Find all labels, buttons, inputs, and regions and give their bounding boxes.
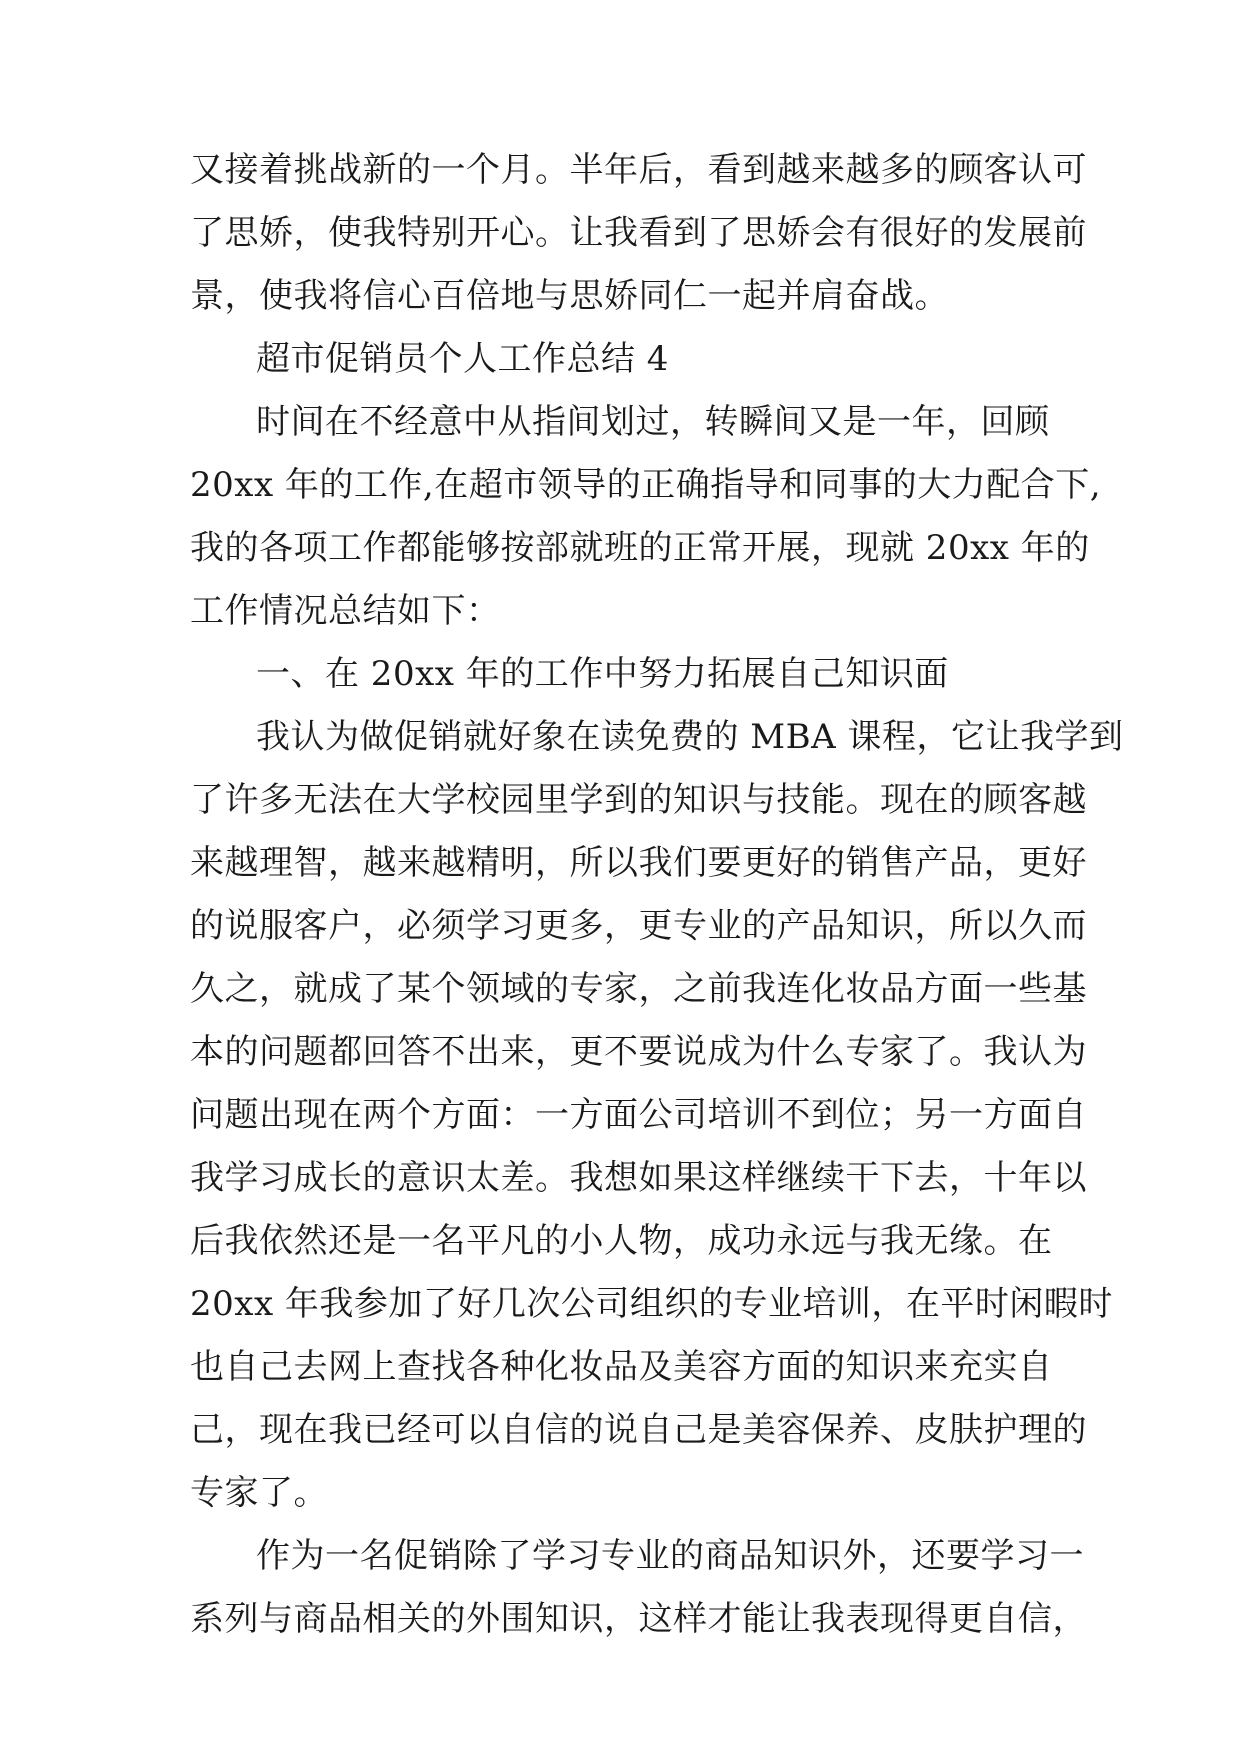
text-line: 久之，就成了某个领域的专家，之前我连化妆品方面一些基: [190, 969, 1087, 1009]
text-line: 了思娇，使我特别开心。让我看到了思娇会有很好的发展前: [190, 213, 1087, 253]
paragraph-start-line: 作为一名促销除了学习专业的商品知识外，还要学习一: [256, 1536, 1084, 1576]
text-line: 问题出现在两个方面：一方面公司培训不到位；另一方面自: [190, 1095, 1087, 1135]
text-line: 景，使我将信心百倍地与思娇同仁一起并肩奋战。: [190, 276, 949, 316]
text-line: 了许多无法在大学校园里学到的知识与技能。现在的顾客越: [190, 780, 1087, 820]
text-line: 系列与商品相关的外围知识，这样才能让我表现得更自信，: [190, 1599, 1087, 1639]
section-heading: 超市促销员个人工作总结 4: [256, 339, 669, 379]
subsection-heading: 一、在 20xx 年的工作中努力拓展自己知识面: [256, 654, 949, 694]
text-line: 本的问题都回答不出来，更不要说成为什么专家了。我认为: [190, 1032, 1087, 1072]
text-line: 又接着挑战新的一个月。半年后，看到越来越多的顾客认可: [190, 150, 1087, 190]
paragraph-start-line: 时间在不经意中从指间划过，转瞬间又是一年，回顾: [256, 402, 1050, 442]
paragraph-start-line: 我认为做促销就好象在读免费的 MBA 课程，它让我学到: [256, 717, 1124, 757]
text-line: 我学习成长的意识太差。我想如果这样继续干下去，十年以: [190, 1158, 1087, 1198]
text-line: 的说服客户，必须学习更多，更专业的产品知识，所以久而: [190, 906, 1087, 946]
text-line: 己，现在我已经可以自信的说自己是美容保养、皮肤护理的: [190, 1410, 1087, 1450]
text-line: 20xx 年我参加了好几次公司组织的专业培训，在平时闲暇时: [190, 1284, 1113, 1324]
text-line: 20xx 年的工作,在超市领导的正确指导和同事的大力配合下,: [190, 465, 1102, 505]
text-line: 也自己去网上查找各种化妆品及美容方面的知识来充实自: [190, 1347, 1053, 1387]
text-line: 来越理智，越来越精明，所以我们要更好的销售产品，更好: [190, 843, 1087, 883]
text-line: 后我依然还是一名平凡的小人物，成功永远与我无缘。在: [190, 1221, 1053, 1261]
text-line: 工作情况总结如下：: [190, 591, 501, 631]
text-line: 我的各项工作都能够按部就班的正常开展，现就 20xx 年的: [190, 528, 1090, 568]
text-line: 专家了。: [190, 1473, 328, 1513]
